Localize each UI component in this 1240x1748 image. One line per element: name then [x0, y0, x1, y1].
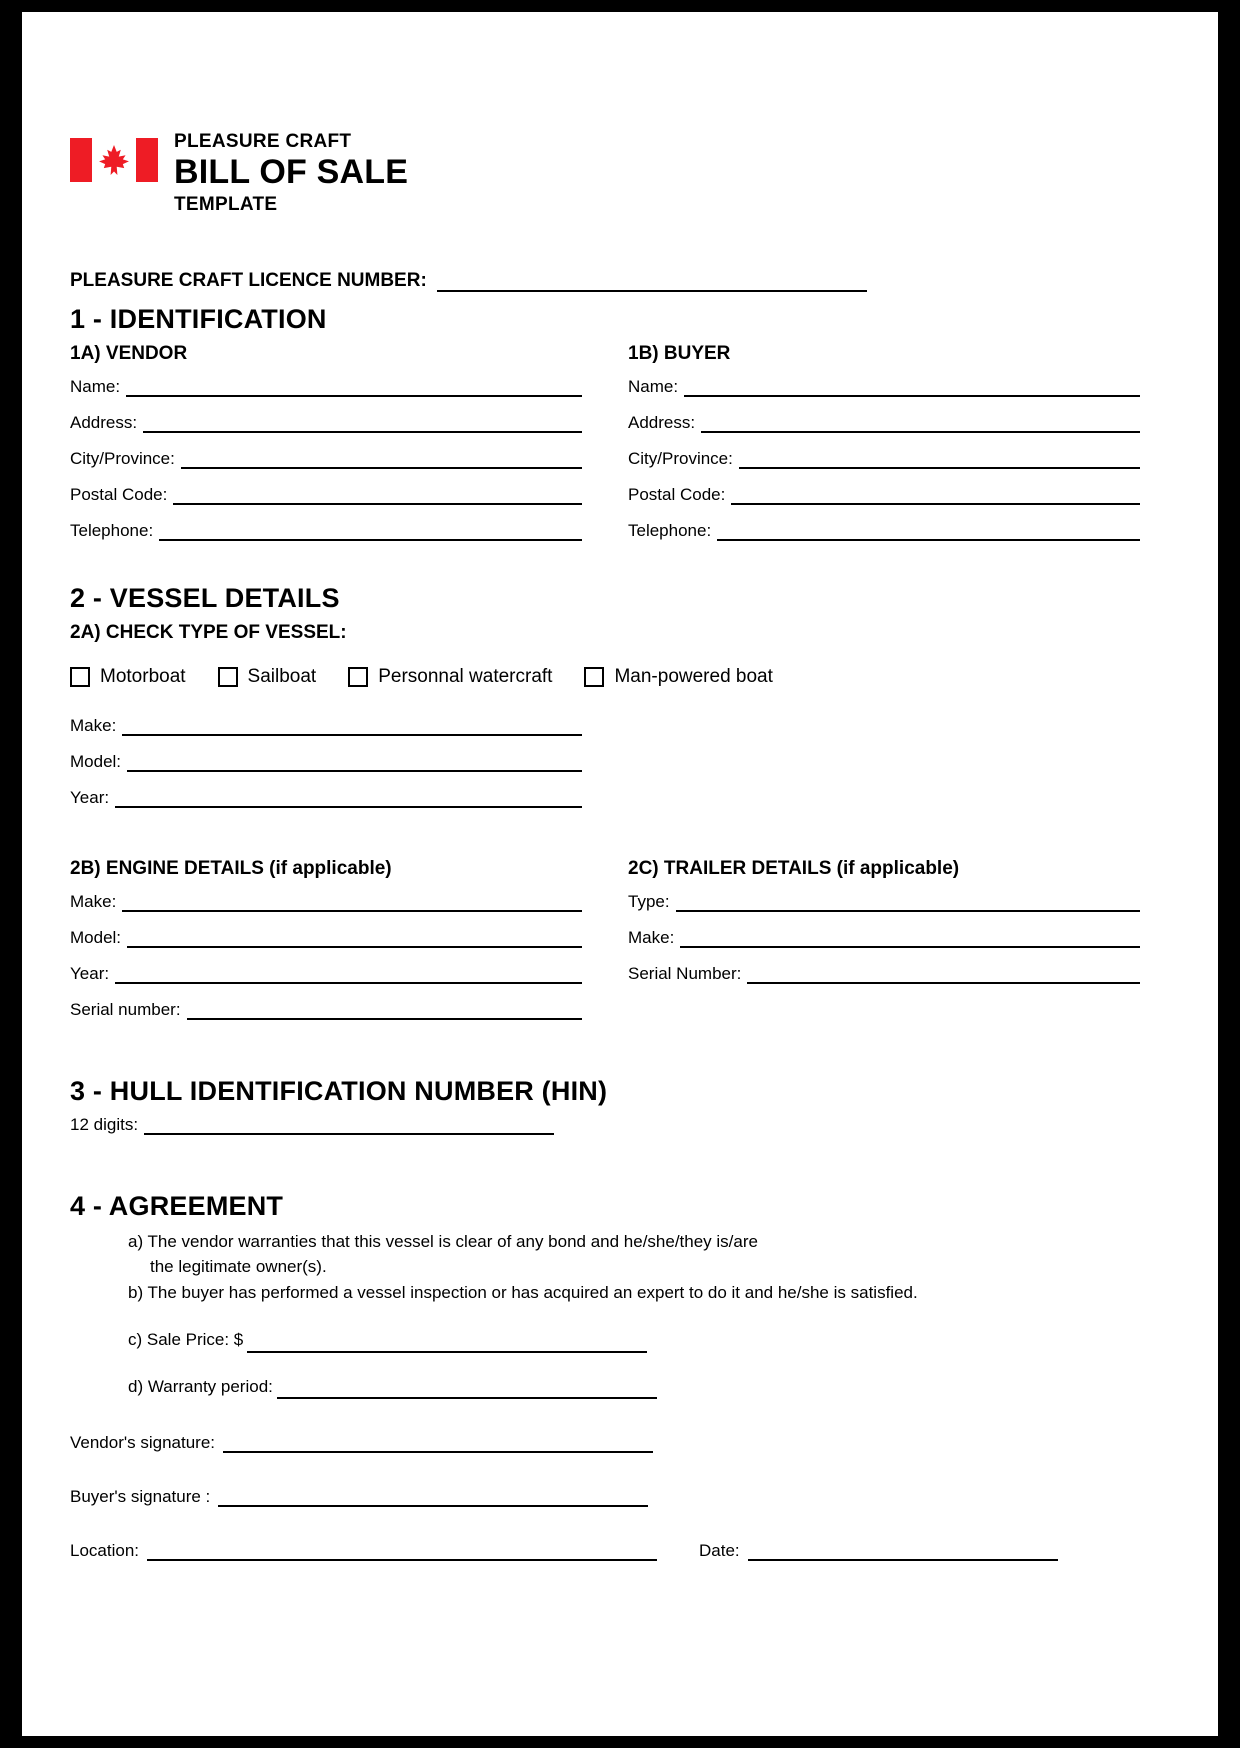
location-date-row: [70, 1541, 1140, 1561]
buyer-city-label: City/Province:: [628, 449, 733, 468]
vendor-address-input[interactable]: [143, 418, 582, 433]
engine-model-label: Model:: [70, 928, 122, 947]
vendor-city-field: [70, 449, 582, 469]
identification-columns: [70, 343, 1140, 557]
vessel-type-personal-watercraft[interactable]: [348, 666, 552, 688]
vendor-telephone-input[interactable]: [159, 526, 582, 541]
buyer-address-field: [628, 413, 1140, 433]
trailer-serial-field: [628, 964, 1140, 984]
engine-make-label: Make:: [70, 892, 117, 911]
vendor-signature-field: [70, 1433, 1140, 1453]
buyer-city-field: [628, 449, 1140, 469]
warranty-period-label: d) Warranty period:: [128, 1376, 273, 1396]
vendor-block: [70, 343, 582, 557]
buyer-name-label: Name:: [628, 377, 679, 396]
date-input[interactable]: [748, 1546, 1058, 1561]
vendor-signature-label: Vendor's signature:: [70, 1433, 216, 1453]
engine-year-label: Year:: [70, 964, 110, 983]
checkbox-icon[interactable]: [348, 667, 368, 687]
engine-serial-field: [70, 1000, 582, 1020]
vessel-type-options: [70, 666, 1140, 688]
vessel-make-label: Make:: [70, 716, 117, 735]
vessel-type-sailboat[interactable]: [218, 666, 317, 688]
buyer-telephone-input[interactable]: [717, 526, 1140, 541]
engine-model-field: [70, 928, 582, 948]
vendor-name-label: Name:: [70, 377, 121, 396]
vendor-postal-label: Postal Code:: [70, 485, 168, 504]
header-line-3: TEMPLATE: [174, 194, 278, 215]
vessel-year-field: [70, 788, 582, 808]
checkbox-icon[interactable]: [584, 667, 604, 687]
engine-year-input[interactable]: [115, 969, 582, 984]
trailer-serial-label: Serial Number:: [628, 964, 742, 983]
engine-make-input[interactable]: [122, 897, 582, 912]
trailer-serial-input[interactable]: [747, 969, 1140, 984]
engine-title: 2B) ENGINE DETAILS (if applicable): [70, 858, 392, 879]
date-label: Date:: [699, 1541, 740, 1561]
vendor-city-input[interactable]: [181, 454, 582, 469]
location-label: Location:: [70, 1541, 139, 1561]
engine-model-input[interactable]: [127, 933, 582, 948]
vessel-model-input[interactable]: [127, 757, 582, 772]
vessel-type-motorboat-label: Motorboat: [100, 666, 186, 687]
vessel-type-man-powered-boat[interactable]: [584, 666, 772, 688]
buyer-address-label: Address:: [628, 413, 696, 432]
buyer-signature-label: Buyer's signature :: [70, 1487, 211, 1507]
trailer-type-label: Type:: [628, 892, 670, 911]
sale-price-input[interactable]: [247, 1338, 647, 1353]
vessel-model-label: Model:: [70, 752, 122, 771]
vessel-make-field: [70, 716, 582, 736]
trailer-make-field: [628, 928, 1140, 948]
hin-label: 12 digits:: [70, 1115, 139, 1134]
vendor-postal-input[interactable]: [173, 490, 582, 505]
clause-a-line-1: a) The vendor warranties that this vessel is clear of any bond and he/she/they is/are: [128, 1232, 758, 1251]
engine-trailer-columns: [70, 858, 1140, 1036]
buyer-city-input[interactable]: [739, 454, 1140, 469]
buyer-postal-label: Postal Code:: [628, 485, 726, 504]
vessel-model-field: [70, 752, 582, 772]
clause-a: [128, 1230, 1140, 1279]
buyer-name-field: [628, 377, 1140, 397]
sale-price-field: [128, 1328, 1140, 1353]
vessel-type-sailboat-label: Sailboat: [247, 666, 317, 687]
trailer-block: [628, 858, 1140, 1036]
buyer-address-input[interactable]: [701, 418, 1140, 433]
engine-serial-input[interactable]: [187, 1005, 582, 1020]
vessel-type-motorboat[interactable]: [70, 666, 186, 688]
vessel-make-input[interactable]: [122, 721, 582, 736]
licence-number-input[interactable]: [437, 276, 867, 292]
checkbox-icon[interactable]: [218, 667, 238, 687]
licence-number-label: PLEASURE CRAFT LICENCE NUMBER:: [70, 270, 427, 291]
engine-year-field: [70, 964, 582, 984]
buyer-signature-input[interactable]: [218, 1492, 648, 1507]
document-page: [22, 12, 1218, 1736]
sale-price-label: c) Sale Price: $: [128, 1329, 244, 1349]
vessel-type-title: 2A) CHECK TYPE OF VESSEL:: [70, 622, 347, 643]
vendor-address-field: [70, 413, 582, 433]
header-line-1: PLEASURE CRAFT: [174, 131, 352, 152]
document-body: [70, 132, 1140, 1561]
warranty-period-field: [128, 1375, 1140, 1400]
vendor-name-input[interactable]: [126, 382, 582, 397]
buyer-signature-field: [70, 1487, 1140, 1507]
vessel-basic-block: [70, 716, 582, 824]
vessel-year-label: Year:: [70, 788, 110, 807]
hin-input[interactable]: [144, 1120, 554, 1135]
section-3-title: 3 - HULL IDENTIFICATION NUMBER (HIN): [70, 1076, 608, 1106]
section-4-title: 4 - AGREEMENT: [70, 1191, 284, 1221]
document-header: [70, 132, 1140, 214]
vendor-postal-field: [70, 485, 582, 505]
hin-field: [70, 1115, 630, 1135]
vendor-signature-input[interactable]: [223, 1438, 653, 1453]
engine-block: [70, 858, 582, 1036]
vessel-type-personal-watercraft-label: Personnal watercraft: [378, 666, 553, 687]
licence-number-row: [70, 270, 1140, 292]
trailer-type-field: [628, 892, 1140, 912]
trailer-make-label: Make:: [628, 928, 675, 947]
vessel-basic-columns: [70, 716, 1140, 824]
engine-serial-label: Serial number:: [70, 1000, 181, 1019]
vessel-basic-spacer: [628, 716, 1140, 824]
buyer-postal-input[interactable]: [731, 490, 1140, 505]
buyer-block: [628, 343, 1140, 557]
vendor-city-label: City/Province:: [70, 449, 175, 468]
clause-b: b) The buyer has performed a vessel inspection or has acquired an expert to do it and he/she is satisfied.: [128, 1283, 918, 1303]
checkbox-icon[interactable]: [70, 667, 90, 687]
buyer-postal-field: [628, 485, 1140, 505]
buyer-telephone-field: [628, 521, 1140, 541]
vessel-type-man-powered-boat-label: Man-powered boat: [614, 666, 773, 687]
buyer-name-input[interactable]: [684, 382, 1140, 397]
vendor-telephone-label: Telephone:: [70, 521, 154, 540]
section-1-title: 1 - IDENTIFICATION: [70, 304, 327, 334]
section-2-title: 2 - VESSEL DETAILS: [70, 583, 340, 613]
vendor-address-label: Address:: [70, 413, 138, 432]
trailer-title: 2C) TRAILER DETAILS (if applicable): [628, 858, 960, 879]
vendor-telephone-field: [70, 521, 582, 541]
engine-make-field: [70, 892, 582, 912]
buyer-title: 1B) BUYER: [628, 343, 731, 364]
page-title: BILL OF SALE: [174, 153, 409, 191]
trailer-type-input[interactable]: [676, 897, 1140, 912]
clause-a-line-2: the legitimate owner(s).: [150, 1256, 327, 1276]
vessel-year-input[interactable]: [115, 793, 582, 808]
buyer-telephone-label: Telephone:: [628, 521, 712, 540]
canada-flag-icon: [70, 138, 158, 182]
trailer-make-input[interactable]: [680, 933, 1140, 948]
location-input[interactable]: [147, 1546, 657, 1561]
warranty-period-input[interactable]: [277, 1384, 657, 1399]
vendor-name-field: [70, 377, 582, 397]
agreement-clauses: [128, 1230, 1140, 1399]
vendor-title: 1A) VENDOR: [70, 343, 188, 364]
